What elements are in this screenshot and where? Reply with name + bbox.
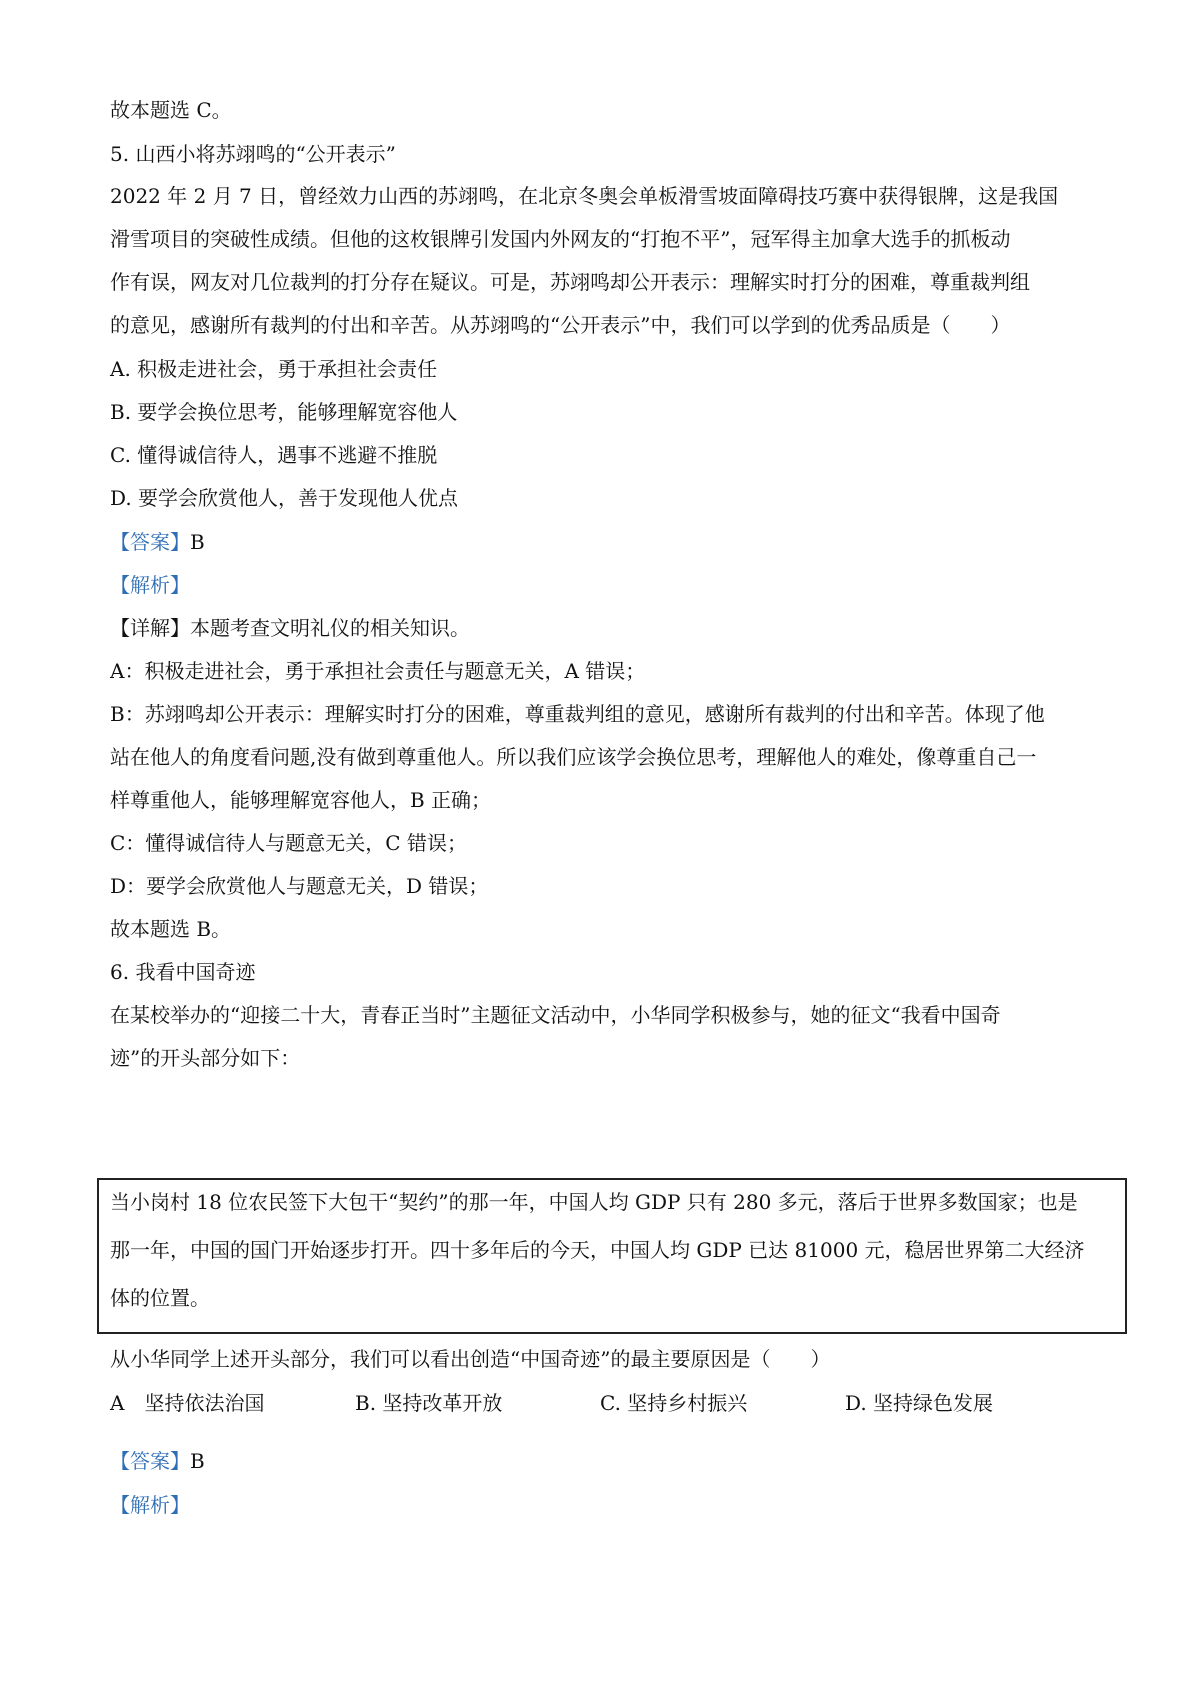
analysis-tag: 【解析】 (110, 1493, 190, 1517)
question-6-stem: 迹”的开头部分如下： (110, 1046, 301, 1070)
explanation-d: D：要学会欣赏他人与题意无关，D 错误； (110, 874, 489, 898)
answer-conclusion-q5: 故本题选 B。 (110, 917, 232, 941)
answer-line (110, 1447, 1110, 1475)
option-d: D. 要学会欣赏他人，善于发现他人优点 (110, 486, 459, 510)
explanation-a: A：积极走进社会，勇于承担社会责任与题意无关，A 错误； (110, 659, 646, 683)
question-6-stem: 在某校举办的“迎接二十大，青春正当时”主题征文活动中，小华同学积极参与，她的征文“我看中国奇 (110, 1003, 1001, 1027)
answer-conclusion-q4: 故本题选 C。 (110, 98, 232, 122)
quoted-essay-text: 当小岗村 18 位农民签下大包干“契约”的那一年，中国人均 GDP 只有 280 多元，落后于世界多数国家；也是 (110, 1190, 1078, 1214)
answer-line (110, 528, 1110, 556)
option-c: C. 坚持乡村振兴 (600, 1391, 748, 1415)
detail-explanation: 【详解】本题考查文明礼仪的相关知识。 (110, 616, 470, 640)
quoted-essay-text: 那一年，中国的国门开始逐步打开。四十多年后的今天，中国人均 GDP 已达 81000 元，稳居世界第二大经济 (110, 1238, 1085, 1262)
option-b: B. 坚持改革开放 (355, 1391, 503, 1415)
question-6-prompt: 从小华同学上述开头部分，我们可以看出创造“中国奇迹”的最主要原因是（ ） (110, 1347, 831, 1371)
explanation-b: B：苏翊鸣却公开表示：理解实时打分的困难，尊重裁判组的意见，感谢所有裁判的付出和辛苦。体现了他 (110, 702, 1045, 726)
option-a: A. 积极走进社会，勇于承担社会责任 (110, 357, 438, 381)
analysis-line (110, 1491, 1110, 1519)
answer-value: B (190, 530, 205, 554)
explanation-c: C：懂得诚信待人与题意无关，C 错误； (110, 831, 467, 855)
question-5-stem: 作有误，网友对几位裁判的打分存在疑议。可是，苏翊鸣却公开表示：理解实时打分的困难，尊重裁判组 (110, 270, 1030, 294)
question-5-stem: 滑雪项目的突破性成绩。但他的这枚银牌引发国内外网友的“打抱不平”，冠军得主加拿大选手的抓板动 (110, 227, 1011, 251)
option-c: C. 懂得诚信待人，遇事不逃避不推脱 (110, 443, 438, 467)
question-5-title: 5. 山西小将苏翊鸣的“公开表示” (110, 142, 396, 166)
analysis-line (110, 571, 1110, 599)
question-5-stem: 的意见，感谢所有裁判的付出和辛苦。从苏翊鸣的“公开表示”中，我们可以学到的优秀品质是（ ） (110, 313, 1011, 337)
explanation-b: 站在他人的角度看问题,没有做到尊重他人。所以我们应该学会换位思考，理解他人的难处，像尊重自己一 (110, 745, 1037, 769)
answer-value: B (190, 1449, 205, 1473)
answer-tag: 【答案】 (110, 530, 190, 554)
answer-tag: 【答案】 (110, 1449, 190, 1473)
explanation-b: 样尊重他人，能够理解宽容他人，B 正确； (110, 788, 492, 812)
option-d: D. 坚持绿色发展 (845, 1391, 994, 1415)
quoted-essay-text: 体的位置。 (110, 1286, 210, 1310)
question-6-title: 6. 我看中国奇迹 (110, 960, 256, 984)
analysis-tag: 【解析】 (110, 573, 190, 597)
option-b: B. 要学会换位思考，能够理解宽容他人 (110, 400, 458, 424)
question-5-stem: 2022 年 2 月 7 日，曾经效力山西的苏翊鸣，在北京冬奥会单板滑雪坡面障碍技巧赛中获得银牌，这是我国 (110, 184, 1059, 208)
option-a: A 坚持依法治国 (110, 1391, 265, 1415)
